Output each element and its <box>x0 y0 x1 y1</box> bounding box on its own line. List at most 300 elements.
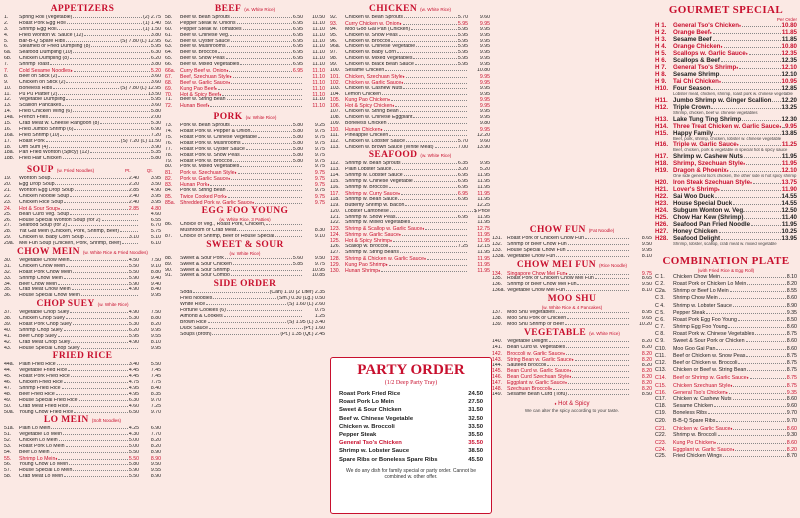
item-name: Jumbo Shrimp w. Ginger Scallion <box>673 96 772 104</box>
item-name: Moo Shu Shrimp or Beef <box>507 322 564 328</box>
item-price: 11.95 <box>781 160 797 168</box>
item-number: C17. <box>655 395 667 402</box>
dot-leader <box>396 217 456 218</box>
item-number: 113. <box>330 167 340 173</box>
item-price: 8.75 <box>786 360 797 367</box>
item-price-large: 9.95 <box>479 161 490 167</box>
item-price-small: 4.75 <box>128 380 139 386</box>
dot-leader <box>60 135 150 136</box>
item-price-large: $ Price <box>473 208 490 214</box>
item-price: 8.60 <box>786 295 797 302</box>
dot-leader <box>90 152 150 153</box>
menu-column-5 <box>655 4 797 461</box>
item-price-large: (Pt.) 1.35 (Qt.) 2.45 <box>280 331 325 337</box>
item-number: 130. <box>330 267 341 274</box>
menu-item <box>4 474 161 480</box>
item-price-large: 9.95 <box>150 293 161 299</box>
dot-leader <box>122 243 138 244</box>
item-price-large: 8.40 <box>150 385 161 391</box>
item-price-large: 5.50 <box>150 362 161 368</box>
item-price-large: 10.85 <box>312 273 325 279</box>
hot-spicy-icon: ♦ <box>57 205 60 211</box>
item-name: Kung Pao Beef <box>180 85 215 92</box>
item-name: Roast Pork w. Oyster Sauce <box>180 146 245 152</box>
item-name: Crab Meat w. Cheese Rangoon (8) <box>19 121 100 127</box>
soup-size-header <box>117 168 161 174</box>
item-price-large: 12.15 <box>477 243 490 249</box>
dot-leader <box>738 363 785 364</box>
chow-fun-subtitle: (Fat Noodle) <box>588 228 615 233</box>
item-number: 97. <box>330 50 338 56</box>
item-name: Shrimp w. Cashew Nuts <box>673 153 743 161</box>
dot-leader <box>51 452 128 453</box>
item-number: 24. <box>4 205 12 212</box>
item-price-large: 8.95 <box>641 310 652 316</box>
item-price-small: 5.80 <box>292 135 303 141</box>
item-name: Vegetable Chow Mei Fun <box>507 288 565 294</box>
item-number: 123. <box>330 226 341 233</box>
item-name: Chicken w. Cashew Nuts <box>673 395 732 402</box>
item-number: 49. <box>4 397 12 403</box>
hot-spicy-icon: ♦ <box>207 103 210 109</box>
item-price-large: (S) 1.95 (L) 3.40 <box>287 319 325 325</box>
item-number: 137. <box>492 310 503 316</box>
gourmet-item <box>655 123 797 130</box>
hot-spicy-icon: ♦ <box>387 97 391 103</box>
item-price-large: 8.20 <box>150 438 161 444</box>
item-number: 118. <box>330 196 340 202</box>
item-name: Shrimp Chow Mein <box>19 275 63 281</box>
item-name: Hunan Shrimp <box>345 267 379 274</box>
dot-leader <box>71 342 128 343</box>
dot-leader <box>233 77 302 78</box>
dot-leader <box>404 17 457 18</box>
item-name: Chicken Noodle Soup <box>19 193 70 199</box>
item-price-large: 8.20 <box>641 350 652 357</box>
dot-leader <box>74 412 128 413</box>
dot-leader <box>547 365 629 366</box>
item-number: C 6. <box>655 316 665 323</box>
dot-leader <box>391 100 467 101</box>
combo-item <box>655 288 797 295</box>
item-number: C23. <box>655 440 667 447</box>
dot-leader <box>218 52 292 53</box>
party-item <box>339 456 483 464</box>
dot-leader <box>64 202 128 203</box>
item-number: H28. <box>655 234 669 242</box>
item-number: H18. <box>655 160 669 168</box>
beef-list <box>165 15 325 109</box>
item-price-small: 5.80 <box>292 158 303 164</box>
item-price: 3.80 <box>150 62 161 68</box>
dot-leader <box>744 157 781 158</box>
item-price-large: 7.70 <box>150 432 161 438</box>
item-number: 18a. <box>4 150 15 156</box>
item-name: Shrimp, Szechuan Style <box>673 160 744 168</box>
dot-leader <box>49 117 150 118</box>
item-price-large: 11.10 <box>312 85 325 92</box>
dot-leader <box>749 54 781 55</box>
item-number: C 7. <box>655 324 665 331</box>
chop-suey-subtitle: (w. White Rice) <box>97 302 129 308</box>
hot-spicy-icon: ♦ <box>554 400 557 406</box>
item-number: 95. <box>330 32 338 38</box>
appetizers-list <box>4 15 161 162</box>
combo-item <box>655 317 797 324</box>
dot-leader <box>722 82 781 83</box>
item-name: Dragon & Phoenix <box>673 167 727 175</box>
item-price-small: 3.40 <box>128 362 139 368</box>
dot-leader <box>746 356 785 357</box>
item-price-large: 9.95 <box>150 345 161 351</box>
dot-leader <box>266 224 302 225</box>
dot-leader <box>568 244 629 245</box>
dot-leader <box>401 194 457 195</box>
item-number: 32. <box>4 269 12 275</box>
item-name: Pan Fried Wonton (Spicy) (12) <box>19 150 89 156</box>
item-name: House Special Wonton Soup (for 2) <box>19 217 101 223</box>
dot-leader <box>716 349 785 350</box>
item-price-small: 5.95 <box>457 20 468 27</box>
item-name: Shrimp Toast <box>19 62 50 68</box>
item-number: H24. <box>655 206 669 214</box>
gourmet-item-note: Shrimp, lobster, scallop, crab meat w. mixed vegetable <box>673 241 777 246</box>
item-price-large: 9.95 <box>479 109 490 115</box>
item-price: 35.50 <box>468 432 483 439</box>
item-number: 85. <box>165 193 173 200</box>
gourmet-item-note: Shrimp, chicken, beef w. chinese vegetables <box>673 110 758 115</box>
item-number: 42. <box>4 339 12 345</box>
dot-leader <box>742 26 780 27</box>
item-price-large: 11.10 <box>312 103 325 110</box>
item-number: H23. <box>655 199 669 207</box>
item-number: C25. <box>655 453 667 460</box>
item-name: Fried Chicken Wings <box>673 453 722 460</box>
dot-leader <box>73 111 150 112</box>
dot-leader <box>73 470 128 471</box>
dot-leader <box>395 106 467 107</box>
item-price-small: 4.95 <box>128 385 139 391</box>
dot-leader <box>66 41 119 42</box>
item-name: Shrimp w. Lobster Sauce <box>673 302 732 309</box>
party-order-box <box>330 357 492 514</box>
item-number: H 8. <box>655 71 667 78</box>
item-name: Mushroom or Crab Meat <box>180 227 237 233</box>
item-name: Shrimp w. Snow Peas <box>345 214 396 220</box>
item-name: House Special Chop Suey <box>19 345 80 351</box>
item-name: Chicken or Beef w. String Bean <box>673 367 747 374</box>
dot-leader <box>91 46 150 47</box>
dot-leader <box>231 275 302 276</box>
item-name: Pepper Steak <box>339 432 377 439</box>
dot-leader <box>73 52 150 53</box>
item-price-large: 9.95 <box>479 79 490 86</box>
item-price-large: 9.50 <box>314 255 325 261</box>
item-price: 8.20 <box>786 447 797 454</box>
item-name: Chicken w. Brown Sauce (White Meat) <box>345 144 434 150</box>
combo-item <box>655 410 797 417</box>
item-price: 12.10 <box>781 167 797 175</box>
item-number: 38. <box>4 316 12 322</box>
item-price: 38.50 <box>468 448 483 455</box>
hot-spicy-icon: ♦ <box>565 270 568 276</box>
item-name: Fortune Cookies (6) <box>180 308 226 314</box>
item-number: 90. <box>165 267 173 273</box>
item-number: 64. <box>165 50 173 56</box>
combo-item <box>655 403 797 410</box>
menu-item <box>165 332 325 338</box>
hot-spicy-icon: ♦ <box>385 261 388 267</box>
item-name: Chicken w. Cashew Nuts <box>345 85 403 91</box>
item-price-large: 1.25 <box>314 313 325 319</box>
dot-leader <box>728 327 785 328</box>
item-name: Hunan Chicken <box>345 126 381 133</box>
dot-leader <box>66 318 128 319</box>
item-number: 52. <box>4 438 12 444</box>
dot-leader <box>209 328 303 329</box>
egg-foo-young-list <box>165 222 325 240</box>
item-price: 13.95 <box>781 234 797 242</box>
item-price: 5.95 <box>150 44 161 50</box>
dot-leader <box>715 197 780 198</box>
item-number: 108. <box>330 115 341 121</box>
item-number: 144. <box>492 362 503 368</box>
menu-item <box>492 392 652 398</box>
item-price-large: 9.75 <box>641 270 652 277</box>
item-number: 112. <box>330 161 340 167</box>
item-price-large: 9.95 <box>479 44 490 50</box>
item-price-large: 11.10 <box>312 73 325 80</box>
item-name: Fried Half Chicken <box>19 156 62 162</box>
item-price-small: 5.80 <box>292 152 303 158</box>
item-price-small: 6.95 <box>457 214 468 220</box>
combo-item <box>655 331 797 338</box>
item-number: C 8. <box>655 331 665 338</box>
item-number: 70. <box>165 91 173 98</box>
item-price-small: 4.25 <box>128 426 139 432</box>
item-name: Eggplant w. Garlic Sauce <box>507 380 565 387</box>
dot-leader <box>240 64 291 65</box>
item-name: Curry Chicken w. Onion <box>345 20 400 27</box>
item-name: Sweet & Sour Pork or Chicken <box>673 338 745 345</box>
dot-leader <box>406 77 467 78</box>
item-name: Wonton Soup <box>19 176 51 182</box>
hot-spicy-icon: ♦ <box>398 232 401 238</box>
dot-leader <box>389 246 457 247</box>
item-number: 16. <box>4 126 12 132</box>
item-number: 127. <box>330 249 341 255</box>
gourmet-item <box>655 207 797 214</box>
item-price-large: 12.75 <box>477 226 490 233</box>
item-name: Chicken on Stick (2) <box>19 79 66 85</box>
item-number: H 1. <box>655 22 667 29</box>
dot-leader <box>212 334 279 335</box>
party-item <box>339 406 483 414</box>
item-price-small: 6.95 <box>457 179 468 185</box>
item-price-large: 11.10 <box>312 50 325 56</box>
dot-leader <box>66 99 149 100</box>
item-name: Shrimp w. String Beans <box>345 249 399 255</box>
item-number: 61. <box>165 32 173 38</box>
gourmet-item <box>655 22 797 29</box>
vegetable-list <box>492 339 652 398</box>
party-item <box>339 415 483 423</box>
item-price-large: 9.75 <box>314 261 325 267</box>
item-price: 14.55 <box>781 199 797 207</box>
item-number: H14. <box>655 122 669 130</box>
item-name: Roast Pork Egg Roll <box>19 20 66 26</box>
item-price-large: 3.50 <box>150 182 161 188</box>
item-price-small: 5.50 <box>128 450 139 455</box>
item-name: Vegetable Lo Mein <box>19 432 62 438</box>
dot-leader <box>575 360 629 361</box>
item-price-large: 11.10 <box>312 26 325 32</box>
item-number: 76. <box>165 140 173 146</box>
hot-spicy-icon: ♦ <box>228 79 231 85</box>
dot-leader <box>706 313 786 314</box>
item-name: Bean Curd w. Garlic Sauce <box>507 368 570 375</box>
item-name: Shrimp Chow Mein <box>673 295 718 302</box>
item-price-large: 8.30 <box>314 227 325 233</box>
dot-leader <box>210 106 302 107</box>
dot-leader <box>405 205 467 206</box>
item-number: C22. <box>655 431 667 438</box>
dot-leader <box>233 264 292 265</box>
item-name: Hot & Spicy Shrimp <box>345 238 390 244</box>
item-price: 8.20 <box>786 280 797 287</box>
item-number: 80. <box>165 164 173 170</box>
item-price: 10.95 <box>781 78 797 85</box>
item-price-large: 9.95 <box>479 97 490 104</box>
item-name: Roast Pork Fried Rice <box>339 391 401 397</box>
item-name: Beef Chop Suey <box>19 333 57 339</box>
item-price-small: 6.95 <box>457 173 468 179</box>
party-item <box>339 431 483 439</box>
dot-leader <box>435 147 457 148</box>
item-number: 101. <box>330 73 341 80</box>
item-price: 11.85 <box>781 29 797 36</box>
item-number: 119. <box>330 202 340 208</box>
item-name: Shrimp w. Bean Sauce <box>345 196 398 202</box>
item-price-small: 6.50 <box>128 409 139 415</box>
item-price-small: 6.35 <box>457 161 468 167</box>
gourmet-item <box>655 71 797 78</box>
dot-leader <box>415 64 457 65</box>
item-price-small: 5.80 <box>292 123 303 129</box>
item-name: Shrimp w. Chinese Vegetable <box>345 179 413 185</box>
item-name: Shrimp Lo Mein <box>19 455 56 462</box>
item-number: 31. <box>4 263 12 269</box>
hot-spicy-icon: ♦ <box>718 79 722 84</box>
item-name: Beef w. Oyster Sauce <box>180 38 230 44</box>
dot-leader <box>62 105 150 106</box>
item-number: 149. <box>492 392 503 398</box>
item-price-large: 11.10 <box>312 44 325 50</box>
item-name: Shrimp or Beef Lo Mein <box>673 288 729 295</box>
dot-leader <box>402 163 457 164</box>
item-price-small: 5.30 <box>128 321 139 327</box>
hot-spicy-icon: ♦ <box>389 238 393 244</box>
item-name: Sai Woo Duck <box>673 192 715 200</box>
vegetable-title: VEGETABLE <box>524 328 587 338</box>
item-name: Triple w. Garlic Sauce <box>673 141 737 149</box>
item-name: Chicken Rice Soup <box>19 199 64 205</box>
item-name: Chicken w. Bean Sprouts <box>345 15 403 20</box>
dot-leader <box>556 256 629 257</box>
item-number: 77. <box>165 146 173 152</box>
item-price-small: 5.70 <box>457 15 468 20</box>
dot-leader <box>55 184 127 185</box>
item-number: 60. <box>165 26 173 32</box>
dot-leader <box>733 204 780 205</box>
item-name: Beef on Stick (2) <box>19 73 58 79</box>
item-price-large: 6.90 <box>150 426 161 432</box>
item-price-large: 9.70 <box>150 397 161 403</box>
item-price-large: 0.75 <box>314 308 325 314</box>
item-price-large: 8.65 <box>641 236 652 241</box>
party-order-note: We do any dish for family special or party order. Cannot be combined w. other offer. <box>346 467 476 480</box>
item-price: 5.35 <box>150 150 161 156</box>
item-name: Boneless Ribs <box>673 410 707 417</box>
item-price-large: 8.90 <box>150 473 161 479</box>
item-number: C 3. <box>655 295 665 302</box>
item-number: 46. <box>4 380 12 386</box>
item-number: 100. <box>330 68 341 74</box>
combination-plate-title: COMBINATION PLATE <box>662 254 790 267</box>
item-name: Chicken Chop Suey <box>19 316 65 322</box>
gourmet-item <box>655 29 797 36</box>
hot-spicy-icon: ♦ <box>725 389 728 395</box>
item-price-small: 2.40 <box>128 176 139 182</box>
dot-leader <box>193 292 269 293</box>
item-price: 10.25 <box>781 227 797 235</box>
item-name: Beef or Shrimp w. Garlic Sauce <box>673 375 747 382</box>
item-price: 12.10 <box>781 71 797 78</box>
dot-leader <box>399 35 457 36</box>
item-name: Fried Jumbo Shrimp (6) <box>19 126 74 132</box>
item-name: Spring Roll (Vegetable) <box>19 15 73 20</box>
dot-leader <box>723 456 786 457</box>
beef-title: BEEF <box>214 4 242 14</box>
item-price-large: 9.95 <box>479 115 490 121</box>
item-price-large: 9.95 <box>150 327 161 333</box>
item-number: 12. <box>4 97 12 103</box>
dot-leader <box>595 278 629 279</box>
item-price: (S) 7.20 (L) 11.50 <box>120 138 161 144</box>
item-name: Sweet & Sour Pork <box>180 255 224 261</box>
item-name: Roast Pork w. Pepper & Onion <box>180 129 251 135</box>
item-price-large: (Can) 1.10 (2 Liter) 2.35 <box>269 290 325 296</box>
gourmet-item <box>655 36 797 43</box>
gourmet-item <box>655 130 797 137</box>
dot-leader <box>246 149 292 150</box>
gourmet-per-order: Per Order <box>776 17 797 22</box>
item-number: 71. <box>165 97 173 103</box>
item-number: 13. <box>4 103 12 109</box>
item-price: 9.70 <box>786 417 797 424</box>
item-number: 111. <box>330 132 340 138</box>
item-number: 3. <box>4 26 9 32</box>
dot-leader <box>385 70 467 71</box>
egg-foo-young-title: EGG FOO YOUNG <box>201 205 289 216</box>
menu-column-1 <box>4 4 161 479</box>
gourmet-item-note: Lobster meat, chicken, shrimp, roast pork w. chinese vegetable <box>673 92 793 96</box>
item-price-large: (Sm.) 0.30 (Lg.) 0.50 <box>277 296 325 302</box>
item-name: Almond & Cookies <box>180 313 223 319</box>
gourmet-item <box>655 57 797 64</box>
hot-spicy-icon: ♦ <box>55 455 58 461</box>
dot-leader <box>744 218 780 219</box>
